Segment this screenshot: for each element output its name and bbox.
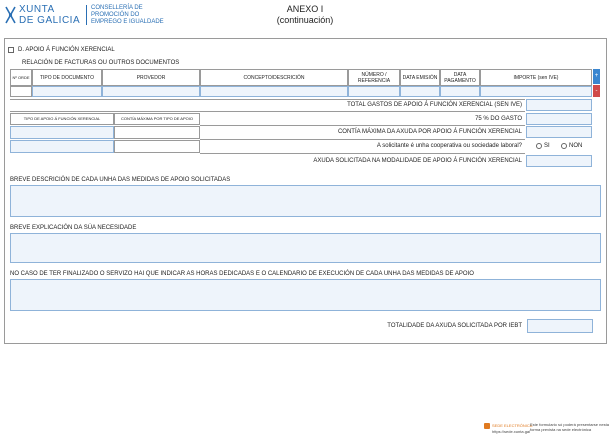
page-title: ANEXO I — [286, 4, 324, 14]
sede-icon — [484, 423, 490, 429]
remove-row-label: - — [595, 88, 598, 94]
col-emision-label: DATA EMISIÓN — [402, 74, 438, 81]
col-concepto — [200, 69, 348, 86]
percent-field[interactable] — [526, 113, 592, 125]
xunta-logo — [5, 4, 81, 26]
footer-url[interactable]: https://sede.xunta.gal — [492, 429, 531, 434]
footer-note — [530, 422, 610, 432]
radio-yes[interactable] — [536, 143, 542, 149]
row-orde-field[interactable] — [10, 86, 32, 97]
explanation-textarea[interactable] — [10, 233, 601, 263]
department-name — [91, 5, 181, 26]
description-label: BREVE DESCRICIÓN DE CADA UNHA DAS MEDIDAS DE APOIO SOLICITADAS — [10, 177, 231, 183]
col-tipo-label: TIPO DE DOCUMENTO — [39, 74, 95, 81]
logo-line2: DE GALICIA — [19, 15, 81, 26]
totals-line-3 — [200, 125, 525, 126]
footer-note-line1: Este formulario só poderá presentarse nesta — [530, 422, 609, 427]
add-row-label: + — [594, 73, 599, 79]
row-pagamento-field[interactable] — [440, 86, 480, 97]
support-col2-label: CONTÍA MÁXIMA POR TIPO DE APOIO — [121, 116, 193, 121]
col-numero-label: NÚMERO / REFERENCIA — [357, 71, 391, 84]
col-orde — [10, 69, 32, 86]
max-amount-field[interactable] — [526, 126, 592, 138]
totals-top-line — [10, 99, 525, 100]
radio-yes-label: SI — [544, 143, 550, 149]
apoio-checkbox-label: D. APOIO Á FUNCIÓN XERENCIAL — [18, 47, 115, 53]
support-col2 — [114, 113, 200, 125]
support-type-field-2[interactable] — [10, 140, 114, 153]
row-concepto-field[interactable] — [200, 86, 348, 97]
hours-textarea[interactable] — [10, 279, 601, 311]
row-provedor-field[interactable] — [102, 86, 200, 97]
col-provedor — [102, 69, 200, 86]
requested-field[interactable] — [526, 155, 592, 167]
logo-divider — [86, 5, 87, 25]
page-subtitle: (continuación) — [276, 15, 334, 25]
remove-row-button[interactable] — [593, 85, 600, 97]
apoio-checkbox[interactable] — [8, 47, 14, 53]
col-importe — [480, 69, 592, 86]
support-amount-field-2[interactable] — [114, 140, 200, 153]
col-pagamento — [440, 69, 480, 86]
total-gastos-field[interactable] — [526, 99, 592, 111]
totals-line-5 — [200, 153, 525, 154]
col-pagamento-label: DATA PAGAMENTO — [444, 71, 476, 84]
row-tipo-field[interactable] — [32, 86, 102, 97]
sede-label: SEDE ELECTRÓNICA — [492, 423, 533, 428]
dept-line2: PROMOCIÓN DO — [91, 12, 140, 18]
add-row-button[interactable] — [593, 69, 600, 84]
relation-title: RELACIÓN DE FACTURAS OU OUTROS DOCUMENTOS — [22, 60, 180, 66]
col-emision — [400, 69, 440, 86]
row-numero-field[interactable] — [348, 86, 400, 97]
coop-question: A solicitante é unha cooperativa ou sociedade laboral? — [376, 143, 522, 149]
totals-line-2 — [10, 111, 525, 112]
totals-line-4 — [200, 139, 525, 140]
radio-no-label: NON — [569, 143, 583, 149]
support-col1 — [10, 113, 114, 125]
support-amount-field-1[interactable] — [114, 126, 200, 139]
xunta-emblem-icon — [5, 5, 16, 25]
col-provedor-label: PROVEDOR — [136, 74, 166, 81]
col-orde-label: Nº ORDE — [12, 75, 30, 80]
support-col1-label: TIPO DE APOIO Á FUNCIÓN XERENCIAL — [23, 116, 101, 121]
support-type-field-1[interactable] — [10, 126, 114, 139]
max-amount-label: CONTÍA MÁXIMA DA AXUDA POR APOIO Á FUNCIÓN XERENCIAL — [337, 129, 522, 135]
col-numero — [348, 69, 400, 86]
explanation-label: BREVE EXPLICACIÓN DA SÚA NECESIDADE — [10, 225, 137, 231]
final-total-label: TOTALIDADE DA AXUDA SOLICITADA POR IEBT — [387, 323, 522, 329]
description-textarea[interactable] — [10, 185, 601, 217]
col-tipo — [32, 69, 102, 86]
footer-note-line2: forma prevista na sede electrónica — [530, 427, 592, 432]
logo-line1: XUNTA — [19, 4, 55, 15]
row-importe-field[interactable] — [480, 86, 592, 97]
dept-line3: EMPREGO E IGUALDADE — [91, 19, 164, 25]
row-emision-field[interactable] — [400, 86, 440, 97]
radio-no[interactable] — [561, 143, 567, 149]
percent-label: 75 % DO GASTO — [475, 116, 522, 122]
requested-label: AXUDA SOLICITADA NA MODALIDADE DE APOIO Á FUNCIÓN XERENCIAL — [313, 158, 522, 164]
dept-line1: CONSELLERÍA DE — [91, 5, 143, 11]
final-total-field[interactable] — [527, 319, 593, 333]
col-importe-label: IMPORTE (sen IVE) — [513, 74, 559, 81]
hours-label: NO CASO DE TER FINALIZADO O SERVIZO HAI QUE INDICAR AS HORAS DEDICADAS E O CALENDARIO DE EXECUCIÓN DE CADA UNHA DAS MEDIDAS DE APOIO — [10, 271, 474, 277]
col-concepto-label: CONCEPTO/DESCRICIÓN — [243, 74, 305, 81]
total-gastos-label: TOTAL GASTOS DE APOIO Á FUNCIÓN XERENCIAL (SEN IVE) — [347, 102, 522, 108]
